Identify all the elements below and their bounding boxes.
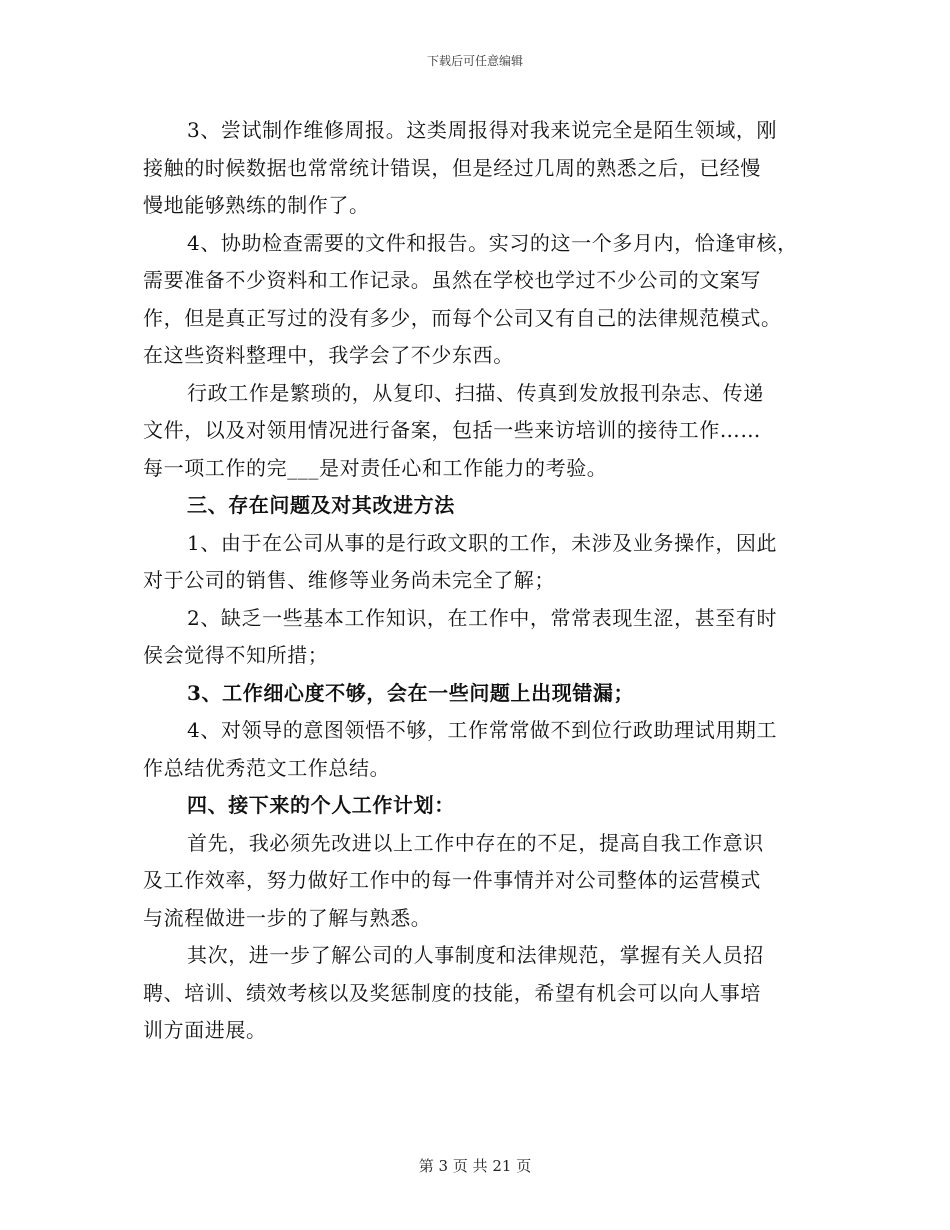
section-heading: 四、接下来的个人工作计划： <box>187 793 455 817</box>
text-line: 首先，我必须先改进以上工作中存在的不足，提高自我工作意识 <box>187 830 764 855</box>
text-line: 4、对领导的意图领悟不够，工作常常做不到位行政助理试用期工 <box>187 718 778 742</box>
text-line: 4、协助检查需要的文件和报告。实习的这一个多月内，恰逢审核， <box>187 230 798 255</box>
text-line: 及工作效率，努力做好工作中的每一件事情并对公司整体的运营模式 <box>143 868 761 892</box>
text-line: 训方面进展。 <box>143 1018 267 1042</box>
text-line: 行政工作是繁琐的，从复印、扫描、传真到发放报刊杂志、传递 <box>187 380 764 405</box>
text-line: 需要准备不少资料和工作记录。虽然在学校也学过不少公司的文案写 <box>143 268 761 292</box>
text-line: 作总结优秀范文工作总结。 <box>143 755 391 780</box>
text-line: 其次，进一步了解公司的人事制度和法律规范，掌握有关人员招 <box>187 943 764 967</box>
text-line: 与流程做进一步的了解与熟悉。 <box>143 905 432 930</box>
text-line: 1、由于在公司从事的是行政文职的工作，未涉及业务操作，因此 <box>187 530 778 555</box>
text-line: 接触的时候数据也常常统计错误，但是经过几周的熟悉之后，已经慢 <box>143 155 761 180</box>
text-line: 侯会觉得不知所措； <box>143 643 329 667</box>
text-line: 2、缺乏一些基本工作知识，在工作中，常常表现生涩，甚至有时 <box>187 605 778 630</box>
text-line: 在这些资料整理中，我学会了不少东西。 <box>143 343 514 367</box>
page-header: 下载后可任意编辑 <box>426 54 523 68</box>
text-line: 对于公司的销售、维修等业务尚未完全了解； <box>143 568 555 592</box>
page-number: 第 3 页 共 21 页 <box>418 1157 532 1175</box>
text-line: 慢地能够熟练的制作了。 <box>143 193 370 217</box>
text-line: 每一项工作的完___是对责任心和工作能力的考验。 <box>143 455 608 480</box>
text-line: 3、尝试制作维修周报。这类周报得对我来说完全是陌生领域，刚 <box>187 118 778 142</box>
section-heading: 三、存在问题及对其改进方法 <box>187 493 455 517</box>
text-line: 作，但是真正写过的没有多少，而每个公司又有自己的法律规范模式。 <box>143 305 782 330</box>
text-line: 文件，以及对领用情况进行备案，包括一些来访培训的接待工作…… <box>143 418 761 442</box>
document-body <box>143 112 807 1050</box>
text-line: 聘、培训、绩效考核以及奖惩制度的技能，希望有机会可以向人事培 <box>143 980 761 1005</box>
section-heading: 3、工作细心度不够，会在一些问题上出现错漏； <box>187 680 635 705</box>
